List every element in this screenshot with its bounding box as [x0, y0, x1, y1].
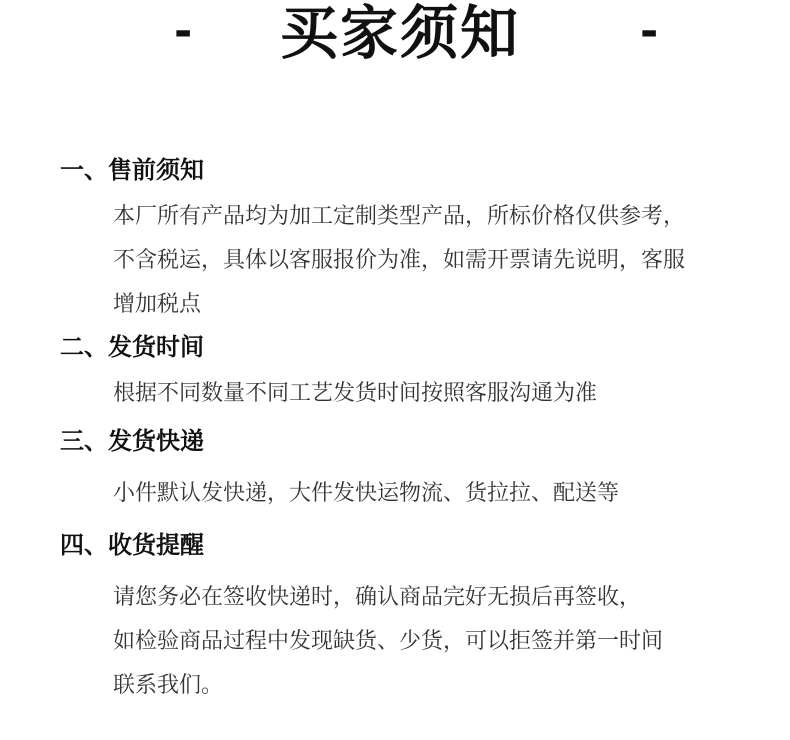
page-header: [0, 0, 790, 70]
page-title: 买家须知: [280, 0, 521, 67]
body-line: 小件默认发快递，大件发快运物流、货拉拉、配送等: [113, 481, 620, 506]
section-body-shipping-courier: [113, 472, 773, 516]
section-heading-shipping-time: 二、发货时间: [60, 333, 204, 361]
body-line: 根据不同数量不同工艺发货时间按照客服沟通为准: [113, 381, 598, 406]
body-line: 增加税点: [113, 292, 202, 317]
section-heading-shipping-courier: 三、发货快递: [60, 427, 204, 455]
section-body-presale: [113, 195, 773, 327]
body-line: 如检验商品过程中发现缺货、少货，可以拒签并第一时间: [113, 629, 664, 654]
section-body-shipping-time: [113, 372, 773, 416]
title-dash-right: -: [640, 6, 659, 57]
title-dash-left: -: [174, 6, 193, 57]
section-heading-presale: 一、售前须知: [60, 156, 204, 184]
body-line: 本厂所有产品均为加工定制类型产品，所标价格仅供参考，: [113, 204, 686, 229]
body-line: 不含税运，具体以客服报价为准，如需开票请先说明，客服: [113, 248, 686, 273]
section-heading-receipt: 四、收货提醒: [60, 531, 204, 559]
body-line: 联系我们。: [113, 673, 224, 698]
section-body-receipt: [113, 576, 773, 708]
body-line: 请您务必在签收快递时，确认商品完好无损后再签收，: [113, 585, 642, 610]
